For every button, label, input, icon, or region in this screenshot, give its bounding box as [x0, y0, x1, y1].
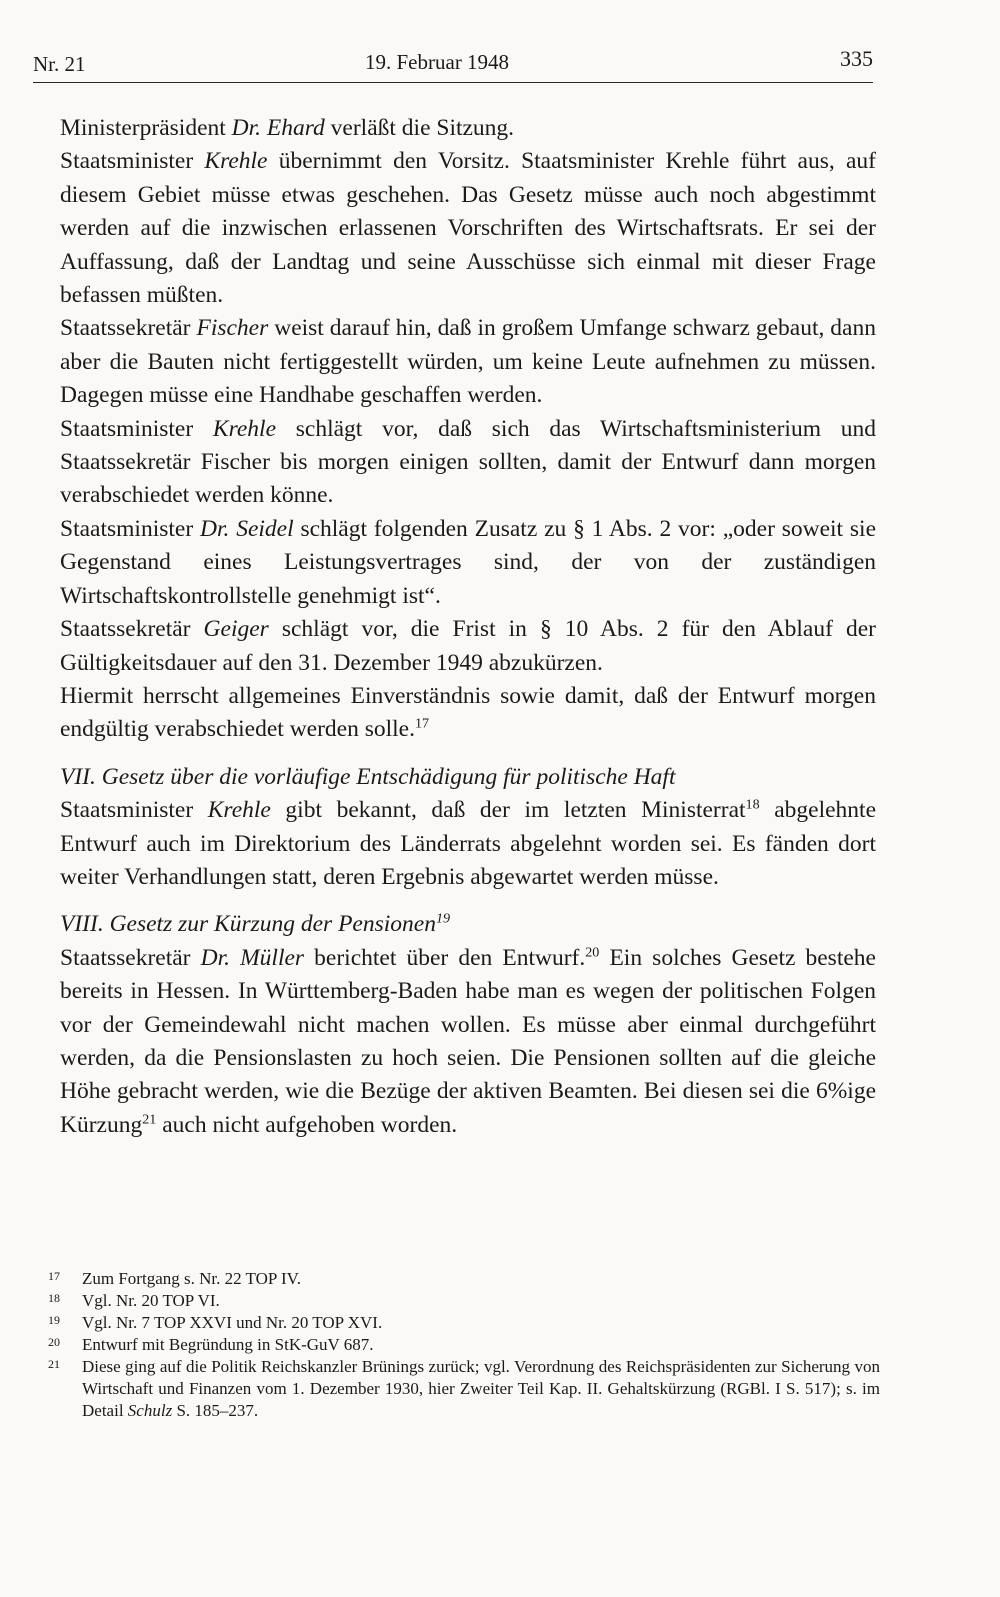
- page-number: 335: [840, 46, 873, 71]
- speaker-name: Fischer: [196, 315, 269, 342]
- footnote: [48, 1334, 880, 1356]
- text-run: schlägt vor, die Frist in § 10 Abs. 2 für den Ablauf der Gültigkeitsdauer auf den 31. Dezember 1949 abzukürzen.: [60, 616, 876, 676]
- text-run: S. 185–237.: [172, 1401, 259, 1420]
- minutes-paragraphs: [60, 112, 876, 747]
- text-run: übernimmt den Vorsitz. Staatsminister Krehle führt aus, auf diesem Gebiet müsse etwas geschehen. Das Gesetz müsse auch noch abgestimmt werden auf die inzwischen erlassenen Vorschriften des Wirtschaftsrats. Er sei der Auffassung, daß der Landtag und seine Ausschüsse sich einmal mit dieser Frage befassen müßten.: [60, 148, 876, 309]
- text-run: Staatsminister: [60, 797, 208, 824]
- meeting-date: 19. Februar 1948: [365, 50, 510, 74]
- footnotes: [48, 1268, 880, 1422]
- text-run: Vgl. Nr. 20 TOP VI.: [82, 1291, 220, 1310]
- footnote-number: 19: [48, 1313, 60, 1327]
- text-run: Staatsminister: [60, 515, 200, 542]
- paragraph: [60, 513, 876, 613]
- text-run: Ein solches Gesetz bestehe bereits in Hessen. In Württemberg-Baden habe man es wegen der politischen Folgen vor der Gemeindewahl nicht machen wollen. Es müsse aber einmal durchgeführt werden, da die Pensionslasten zu hoch seien. Die Pensionen sollten auf die gleiche Höhe gebracht werden, wie die Bezüge der aktiven Beamten. Bei diesen sei die 6%ige Kürzung: [60, 944, 876, 1138]
- text-run: weist darauf hin, daß in großem Umfange schwarz gebaut, dann aber die Bauten nicht fertiggestellt würden, um keine Leute aufnehmen zu müssen. Dagegen müsse eine Handhabe geschaffen werden.: [60, 315, 876, 409]
- document-number: Nr. 21: [33, 52, 86, 76]
- body-text: [60, 112, 876, 1142]
- text-run: Staatssekretär: [60, 616, 204, 643]
- footnote-number: 18: [48, 1291, 60, 1305]
- paragraph: [60, 794, 876, 894]
- speaker-name: Krehle: [212, 415, 276, 442]
- text-run: Staatsminister: [60, 415, 213, 442]
- text-run: Hiermit herrscht allgemeines Einverständnis sowie damit, daß der Entwurf morgen endgültig verabschiedet werden solle.: [60, 682, 876, 743]
- text-run: Vgl. Nr. 7 TOP XXVI und Nr. 20 TOP XVI.: [82, 1313, 383, 1332]
- footnote-ref: 21: [142, 1111, 157, 1128]
- footnote: [48, 1290, 880, 1312]
- section-heading-viii: [60, 908, 876, 941]
- section-vii-paragraphs: [60, 794, 876, 894]
- text-run: Zum Fortgang s. Nr. 22 TOP IV.: [82, 1269, 301, 1288]
- text-run: berichtet über den Entwurf.: [304, 944, 586, 971]
- speaker-name: Geiger: [203, 616, 269, 643]
- speaker-name: Dr. Ehard: [231, 115, 325, 141]
- text-run: auch nicht aufgehoben worden.: [156, 1111, 458, 1138]
- text-run: Staatssekretär: [60, 944, 201, 971]
- text-run: gibt bekannt, daß der im letzten Ministerrat: [270, 797, 746, 824]
- text-run: Entwurf mit Begründung in StK-GuV 687.: [82, 1335, 374, 1354]
- footnote: [48, 1268, 880, 1290]
- speaker-name: Krehle: [207, 797, 271, 824]
- text-run: schlägt vor, daß sich das Wirtschaftsministerium und Staatssekretär Fischer bis morgen einigen sollten, damit der Entwurf dann morgen verabschiedet werden könne.: [60, 415, 876, 509]
- paragraph: [60, 680, 876, 747]
- footnote: [48, 1356, 880, 1422]
- speaker-name: Dr. Seidel: [199, 515, 294, 542]
- speaker-name: Krehle: [204, 148, 268, 175]
- text-run: Diese ging auf die Politik Reichskanzler Brünings zurück; vgl. Verordnung des Reichspräsidenten zur Sicherung von Wirtschaft und Finanzen vom 1. Dezember 1930, hier Zweiter Teil Kap. II. Gehaltskürzung (RGBl. I S. 517); s. im Detail: [82, 1357, 880, 1420]
- footnote-number: 17: [48, 1269, 60, 1283]
- footnote-ref: 17: [415, 715, 430, 732]
- text-run: Staatssekretär: [60, 315, 197, 342]
- footnote-ref: 19: [435, 910, 451, 927]
- header-rule: [33, 82, 873, 83]
- speaker-name: Schulz: [127, 1401, 173, 1420]
- footnote-ref: 18: [745, 796, 760, 813]
- footnote-number: 20: [48, 1335, 60, 1349]
- footnote: [48, 1312, 880, 1334]
- paragraph: [60, 942, 876, 1142]
- paragraph: [60, 312, 876, 412]
- speaker-name: Dr. Müller: [200, 944, 305, 971]
- text-run: abgelehnte Entwurf auch im Direktorium des Länderrats abgelehnt worden sei. Es fänden dort weiter Verhandlungen statt, deren Ergebnis abgewartet werden müsse.: [60, 797, 877, 890]
- paragraph: [60, 112, 876, 145]
- section-heading-vii: VII. Gesetz über die vorläufige Entschädigung für politische Haft: [60, 763, 676, 790]
- paragraph: [60, 413, 876, 513]
- running-head: [33, 48, 873, 78]
- text-run: verläßt die Sitzung.: [324, 115, 515, 141]
- text-run: schlägt folgenden Zusatz zu § 1 Abs. 2 vor: „oder soweit sie Gegenstand eines Leistungsvertrages sind, der von der zuständigen Wirtschaftskontrollstelle genehmigt ist“.: [60, 515, 877, 609]
- section-heading-viii-text: VIII. Gesetz zur Kürzung der Pensionen: [60, 911, 436, 938]
- text-run: Ministerpräsident: [60, 115, 232, 141]
- footnote-ref: 20: [585, 944, 600, 961]
- footnote-number: 21: [48, 1357, 60, 1371]
- section-viii-paragraphs: [60, 942, 876, 1142]
- text-run: Staatsminister: [60, 148, 205, 175]
- paragraph: [60, 145, 876, 312]
- paragraph: [60, 613, 876, 680]
